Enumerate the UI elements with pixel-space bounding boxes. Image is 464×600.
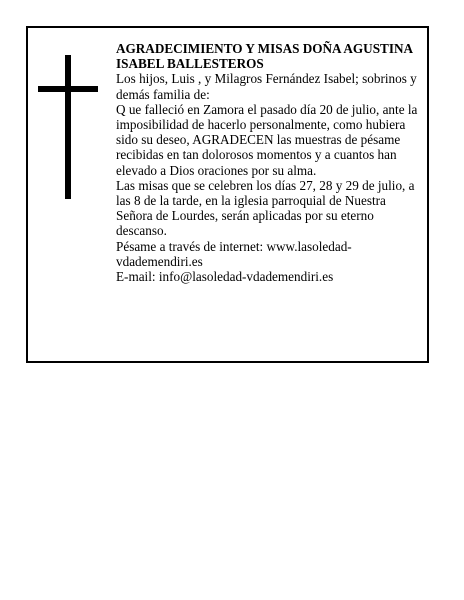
notice-condolence-website: Pésame a través de internet: www.lasoledad-vdademendiri.es xyxy=(116,238,352,269)
notice-masses-info: Las misas que se celebren los días 27, 28 y 29 de julio, a las 8 de la tarde, en la iglesia parroquial de Nuestra Señora de Lourdes, serán aplicadas por su eterno descanso. xyxy=(116,177,415,239)
notice-email: E-mail: info@lasoledad-vdademendiri.es xyxy=(116,269,334,285)
notice-text-block xyxy=(116,41,420,284)
notice-acknowledgement: Q ue falleció en Zamora el pasado día 20 de julio, ante la imposibilidad de hacerlo personalmente, como hubiera sido su deseo, AGRADECEN las muestras de pésame recibidas en tan dolorosos momentos y a cuantos han elevado a Dios oraciones por su alma. xyxy=(116,101,418,178)
cross-vertical-bar xyxy=(65,55,71,199)
obituary-notice-frame xyxy=(26,26,429,363)
cross-icon xyxy=(38,55,98,199)
notice-title: AGRADECIMIENTO Y MISAS DOÑA AGUSTINA ISABEL BALLESTEROS xyxy=(116,41,413,72)
notice-family-line: Los hijos, Luis , y Milagros Fernández Isabel; sobrinos y demás familia de: xyxy=(116,71,417,102)
cross-horizontal-bar xyxy=(38,86,98,92)
